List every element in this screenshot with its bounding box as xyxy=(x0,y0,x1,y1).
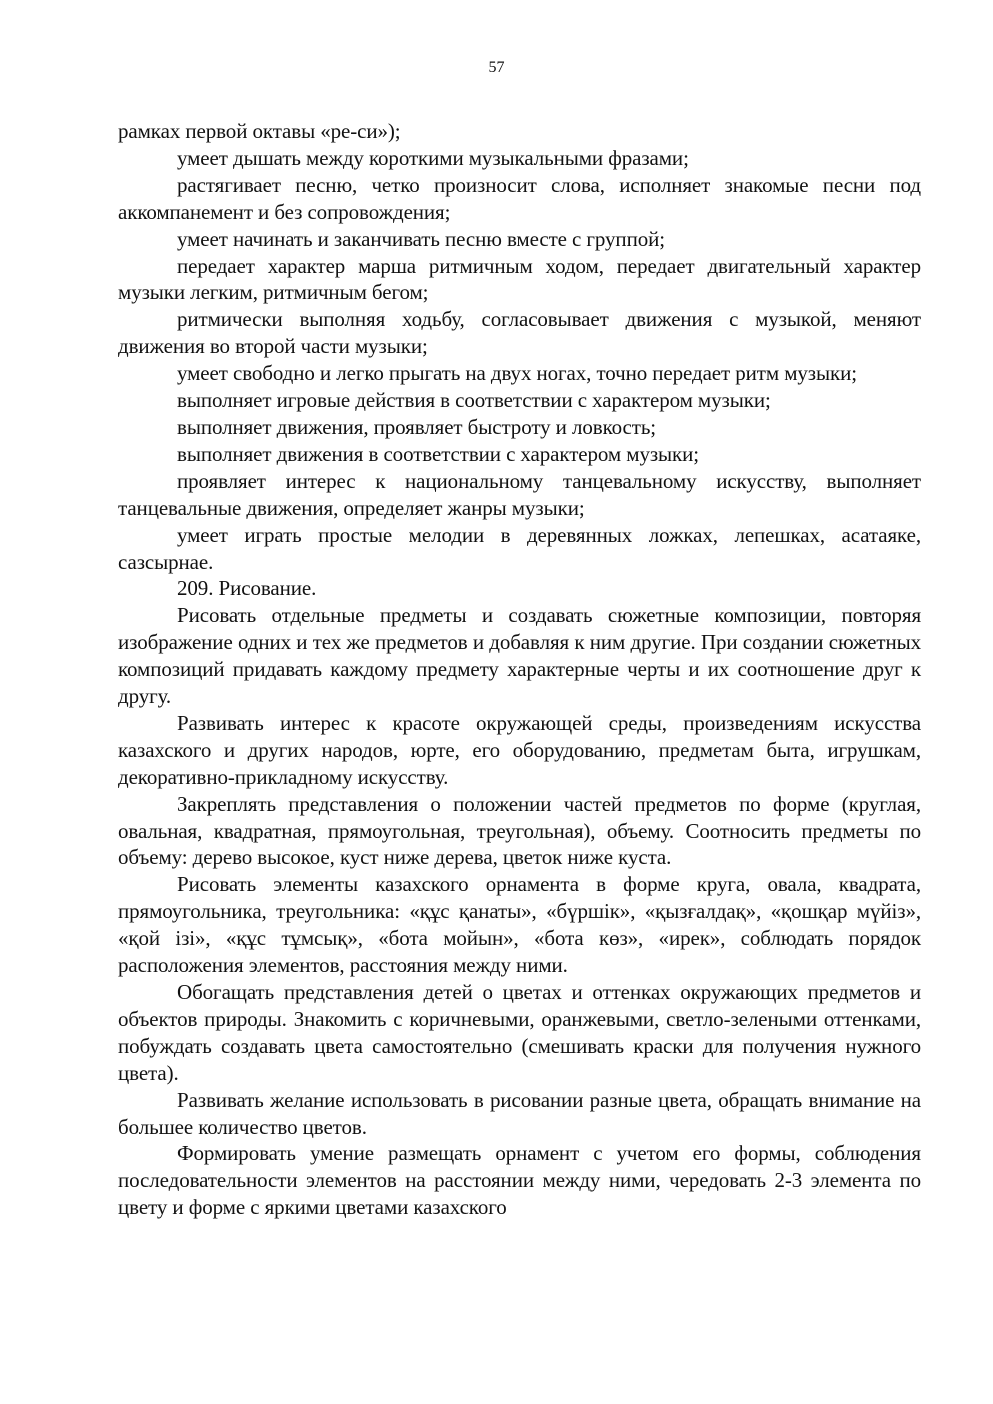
paragraph: выполняет движения, проявляет быстроту и ловкость; xyxy=(177,414,657,439)
paragraph: умеет играть простые мелодии в деревянных ложках, лепешках, асатаяке, сазсырнае. xyxy=(118,522,921,574)
paragraph: Обогащать представления детей о цветах и оттенках окружающих предметов и объектов природы. Знакомить с коричневыми, оранжевыми, светло-зелеными оттенками, побуждать создавать цвета самостоятельно (смешивать краски для получения нужного цвета). xyxy=(118,980,921,1085)
paragraph: умеет дышать между короткими музыкальными фразами; xyxy=(177,145,689,170)
paragraph: выполняет игровые действия в соответствии с характером музыки; xyxy=(177,388,771,413)
paragraph: передает характер марша ритмичным ходом, передает двигательный характер музыки легким, ритмичным бегом; xyxy=(118,253,921,305)
paragraph: Развивать интерес к красоте окружающей среды, произведениям искусства казахского и других народов, юрте, его оборудованию, предметам быта, игрушкам, декоративно-прикладному искусству. xyxy=(118,710,921,789)
paragraph: Рисовать отдельные предметы и создавать сюжетные композиции, повторяя изображение одних и тех же предметов и добавляя к ним другие. При создании сюжетных композиций придавать каждому предмету характерные черты и их соотношение друг к другу. xyxy=(118,603,921,709)
paragraph: Развивать желание использовать в рисовании разные цвета, обращать внимание на большее количество цветов. xyxy=(118,1087,921,1139)
paragraph: ритмически выполняя ходьбу, согласовывает движения с музыкой, меняют движения во второй части музыки; xyxy=(118,307,921,359)
paragraph: рамках первой октавы «ре-си»); xyxy=(118,119,401,143)
paragraph: выполняет движения в соответствии с характером музыки; xyxy=(177,441,700,466)
text-body xyxy=(118,118,921,1221)
paragraph: умеет начинать и заканчивать песню вместе с группой; xyxy=(177,226,665,251)
paragraph: Закреплять представления о положении частей предметов по форме (круглая, овальная, квадратная, прямоугольная, треугольная), объему. Соотносить предметы по объему: дерево высокое, куст ниже дерева, цветок ниже куста. xyxy=(118,791,921,870)
paragraph: Рисовать элементы казахского орнамента в форме круга, овала, квадрата, прямоугольника, треугольника: «құс қанаты», «бүршік», «қызғалдақ», «қошқар мүйіз», «қой ізі», «құс тұмсық», «бота мойын», «бота көз», «ирек», соблюдать порядок расположения элементов, расстояния между ними. xyxy=(118,872,921,978)
paragraph: проявляет интерес к национальному танцевальному искусству, выполняет танцевальные движения, определяет жанры музыки; xyxy=(118,468,921,520)
section-heading: 209. Рисование. xyxy=(177,576,317,601)
paragraph: умеет свободно и легко прыгать на двух ногах, точно передает ритм музыки; xyxy=(177,361,857,386)
paragraph: растягивает песню, четко произносит слова, исполняет знакомые песни под аккомпанемент и без сопровождения; xyxy=(118,172,921,224)
page-number: 57 xyxy=(488,59,505,76)
paragraph: Формировать умение размещать орнамент с учетом его формы, соблюдения последовательности элементов на расстоянии между ними, чередовать 2-3 элемента по цвету и форме с яркими цветами казахского xyxy=(118,1141,921,1220)
